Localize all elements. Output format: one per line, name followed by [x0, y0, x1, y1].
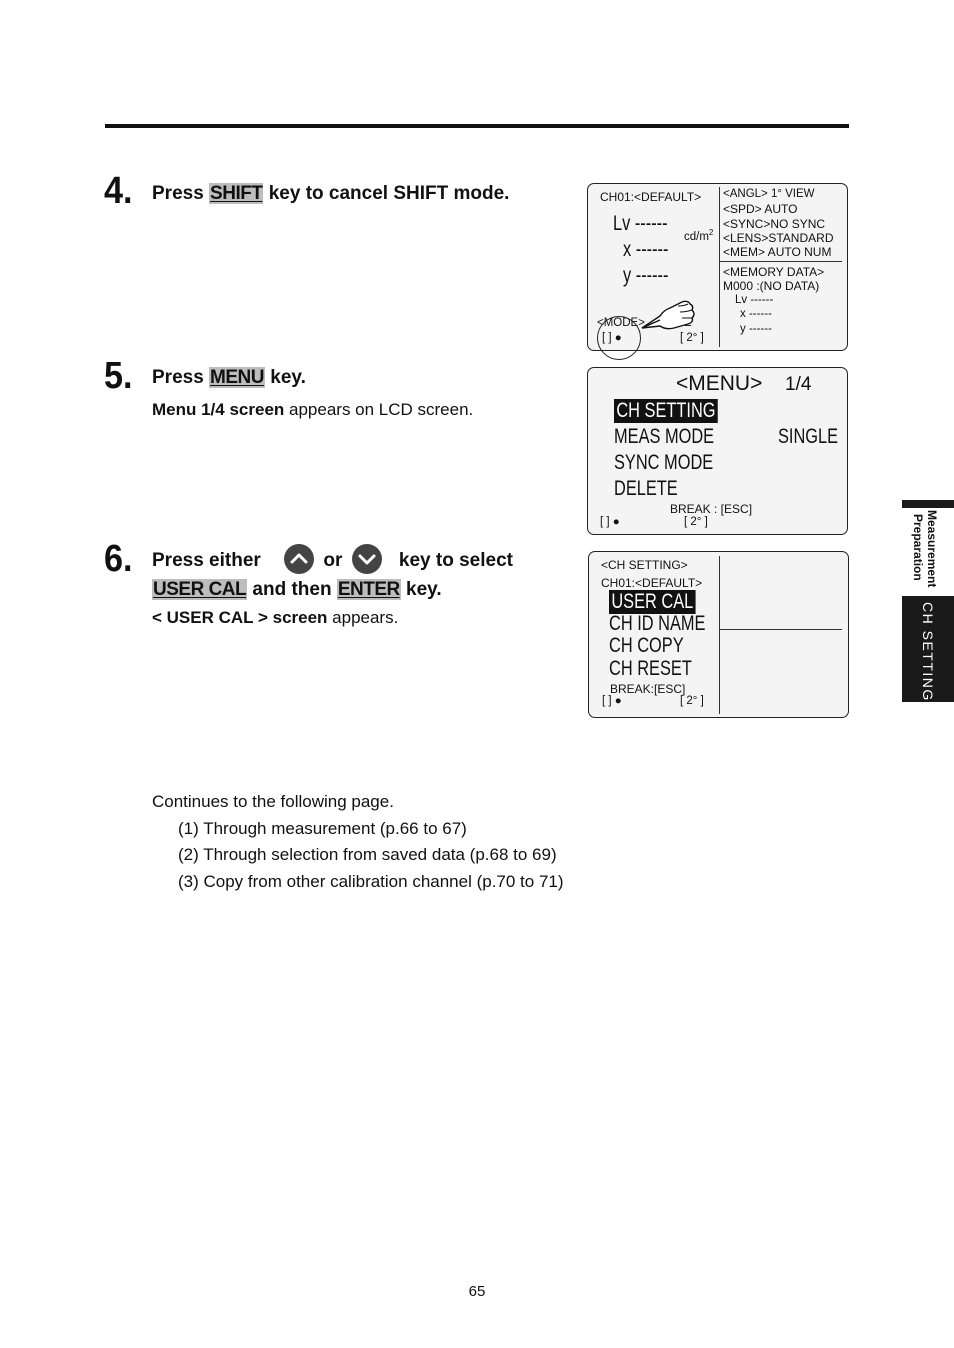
step-6-or: or	[323, 550, 343, 572]
screen1-lv: Lv ------	[613, 212, 668, 235]
screen3-title: <CH SETTING>	[601, 558, 688, 572]
screen3-item-ch-reset: CH RESET	[609, 657, 692, 680]
step-4-number: 4.	[104, 170, 133, 212]
page-number: 65	[468, 1283, 486, 1300]
step-4-text	[152, 180, 509, 207]
notes-item-1: (1) Through measurement (p.66 to 67)	[178, 818, 467, 838]
screen1-bottom-right: [ 2° ]	[680, 332, 704, 344]
notes-intro: Continues to the following page.	[152, 792, 394, 811]
screen2-bottom-right: [ 2° ]	[684, 516, 708, 528]
step-5-text	[152, 364, 306, 391]
screen1-unit	[684, 228, 713, 243]
screen1-angl: <ANGL> 1° VIEW	[723, 188, 815, 200]
screen3-hdivider	[720, 629, 842, 630]
screen1-mem-y: y ------	[740, 323, 772, 335]
screen1-unit-sup: 2	[708, 228, 714, 237]
screen1-hdivider	[720, 261, 842, 262]
lcd-measurement-screen	[587, 183, 848, 351]
screen1-y: y ------	[623, 264, 669, 287]
screen2-bottom-left: [ ] ●	[600, 516, 620, 528]
screen3-item-user-cal: USER CAL	[609, 590, 696, 614]
step-5-number: 5.	[104, 355, 133, 397]
step-5-sub	[152, 398, 473, 422]
screen1-memory-data: <MEMORY DATA>	[723, 265, 825, 279]
screen1-mem-lv: Lv ------	[735, 294, 774, 306]
screen3-bottom-right: [ 2° ]	[680, 695, 704, 707]
screen2-title: <MENU>	[676, 372, 763, 395]
step-5-sub-bold: Menu 1/4 screen	[152, 400, 285, 419]
notes-item-3: (3) Copy from other calibration channel (p.70 to 71)	[178, 871, 564, 891]
side-tab-top	[902, 500, 954, 596]
step-6-number: 6.	[104, 538, 133, 580]
screen1-lens: <LENS>STANDARD	[723, 231, 834, 245]
step-6-line-1	[152, 546, 572, 576]
screen3-break: BREAK:[ESC]	[610, 682, 686, 696]
screen1-spd: <SPD> AUTO	[723, 202, 798, 216]
step-5-post: key.	[265, 367, 306, 388]
screen1-ch: CH01:<DEFAULT>	[600, 190, 702, 204]
screen2-item-meas-mode: MEAS MODE	[614, 425, 715, 448]
screen1-divider	[719, 187, 720, 347]
screen2-item-ch-setting: CH SETTING	[614, 399, 718, 423]
screen1-sync: <SYNC>NO SYNC	[723, 217, 826, 231]
screen3-item-ch-copy: CH COPY	[609, 634, 684, 657]
step-4-pre: Press	[152, 183, 210, 204]
screen2-item-delete: DELETE	[614, 477, 678, 500]
step-6-end: key.	[400, 579, 442, 600]
screen1-m000: M000 :(NO DATA)	[723, 279, 820, 293]
down-arrow-key-icon	[352, 544, 382, 574]
highlight-circle	[597, 316, 641, 360]
screen2-item-sync-mode: SYNC MODE	[614, 451, 714, 474]
side-tab-section: CH SETTING	[920, 602, 936, 702]
screen2-break: BREAK : [ESC]	[670, 502, 753, 516]
step-5-sub-rest: appears on LCD screen.	[284, 400, 474, 419]
screen1-unit-text: cd/m	[684, 230, 709, 243]
screen3-item-ch-id-name: CH ID NAME	[609, 612, 706, 635]
up-arrow-key-icon	[284, 544, 314, 574]
screen1-bottom-left: [ ] ●	[602, 332, 622, 344]
user-cal-key: USER CAL	[153, 579, 247, 600]
step-4-post: key to cancel SHIFT mode.	[263, 183, 510, 204]
screen2-page: 1/4	[785, 374, 812, 395]
enter-key: ENTER	[337, 579, 400, 600]
pointing-hand-icon	[638, 294, 698, 334]
notes-item-2: (2) Through selection from saved data (p.68 to 69)	[178, 845, 557, 864]
side-tab-line-1: Measurement	[925, 510, 939, 588]
screen3-bottom-left: [ ] ●	[602, 695, 622, 707]
step-6-mid: and then	[247, 579, 337, 600]
screen1-mode: <MODE>	[597, 317, 645, 329]
step-6-sub	[152, 606, 398, 630]
top-rule	[105, 124, 849, 128]
step-6-sub-bold: < USER CAL > screen	[152, 608, 328, 627]
screen1-mem-x: x ------	[740, 308, 772, 320]
step-6-text	[152, 546, 572, 603]
step-6-post: key to select	[398, 550, 513, 572]
screen3-ch: CH01:<DEFAULT>	[601, 576, 703, 590]
step-6-line-2	[152, 576, 572, 603]
shift-key: SHIFT	[210, 183, 263, 204]
screen1-x: x ------	[623, 238, 669, 261]
step-6-pre: Press either	[152, 550, 261, 572]
step-6-sub-rest: appears.	[327, 608, 399, 627]
screen1-mem: <MEM> AUTO NUM	[723, 245, 832, 259]
lcd-ch-setting-screen	[588, 551, 849, 718]
menu-key: MENU	[210, 367, 264, 388]
lcd-menu-screen	[587, 367, 848, 535]
section-side-tab	[902, 500, 954, 702]
screen2-meas-mode-value: SINGLE	[778, 425, 839, 448]
step-5-pre: Press	[152, 367, 210, 388]
continuation-notes	[152, 789, 564, 895]
side-tab-line-2: Preparation	[911, 514, 925, 581]
